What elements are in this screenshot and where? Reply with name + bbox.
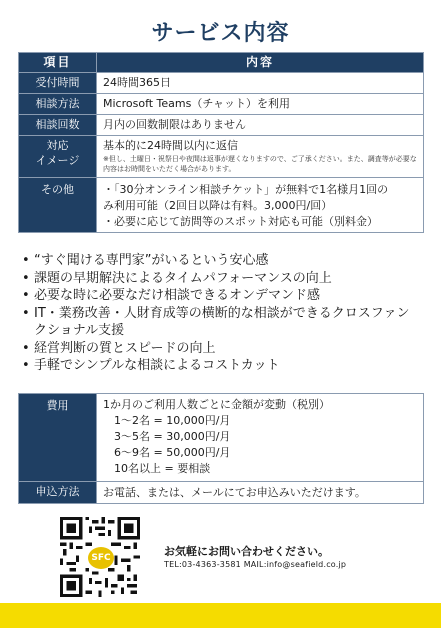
list-item: • 必要な時に必要なだけ相談できるオンデマンド感 (22, 288, 321, 303)
bullet-icon: • (22, 305, 30, 321)
row-label-count: 相談回数 (19, 115, 97, 136)
bullet-icon: • (22, 340, 30, 356)
row-value-count: 月内の回数制限はありません (97, 115, 424, 136)
row-value-hours: 24時間365日 (97, 73, 424, 94)
table-row (19, 136, 424, 178)
row-label-hours: 受付時間 (19, 73, 97, 94)
page-title: サービス内容 (151, 21, 290, 46)
table-row (19, 394, 424, 482)
benefit-list (22, 252, 422, 375)
bullet-icon: • (22, 288, 30, 303)
service-table (18, 52, 424, 233)
contact-details[interactable]: TEL:03-4363-3581 MAIL:info@seafield.co.jp (164, 560, 347, 569)
table-row (19, 482, 424, 504)
row-value-fee: 1か月のご利用人数ごとに金額が変動（税別） 1～2名 = 10,000円/月 3～5名 = 30,000円/月 6～9名 = 50,000円/月 10名以上 = 要相談 (97, 394, 424, 482)
list-item: • IT・業務改善・人財育成等の横断的な相談ができるクロスファンクショナル支援 (22, 305, 410, 338)
bullet-icon: • (22, 358, 30, 373)
row-label-method: 相談方法 (19, 94, 97, 115)
table-row (19, 73, 424, 94)
header-content: 内容 (97, 53, 424, 73)
row-value-apply: お電話、または、メールにてお申込みいただけます。 (97, 482, 424, 504)
list-item: • 手軽でシンプルな相談によるコストカット (22, 358, 280, 373)
row-label-response: 対応 イメージ (19, 136, 97, 178)
header-item: 項目 (19, 53, 97, 73)
response-note: ※但し、土曜日・祝祭日や夜間は返事が遅くなりますので、ご了承ください。また、調査等が必要な内容はお時間をいただく場合があります。 (103, 155, 417, 173)
contact-message: お気軽にお問い合わせください。 (164, 545, 329, 558)
list-item: • 経営判断の質とスピードの向上 (22, 340, 216, 356)
list-item: • “すぐ聞ける専門家”がいるという安心感 (22, 253, 269, 268)
row-value-response: 基本的に24時間以内に返信 ※但し、土曜日・祝祭日や夜間は返事が遅くなりますので、ご了承ください。また、調査等が必要な内容はお時間をいただく場合があります。 (97, 136, 424, 178)
bullet-icon: • (22, 253, 30, 268)
table-row (19, 94, 424, 115)
list-item: • 課題の早期解決によるタイムパフォーマンスの向上 (22, 270, 332, 286)
qr-badge-logo: SFC (88, 547, 114, 569)
row-value-method: Microsoft Teams（チャット）を利用 (97, 94, 424, 115)
table-row (19, 115, 424, 136)
pricing-table (18, 393, 424, 504)
row-label-other: その他 (19, 178, 97, 233)
table-row (19, 178, 424, 233)
bullet-icon: • (22, 270, 30, 286)
row-label-apply: 申込方法 (19, 482, 97, 504)
row-value-other: ・「30分オンライン相談チケット」が無料で1名様月1回の み利用可能（2回目以降は有料。3,000円/回） ・必要に応じて訪問等のスポット対応も可能（別料金） (97, 178, 424, 233)
row-label-fee: 費用 (19, 394, 97, 482)
bottom-accent-bar (0, 603, 441, 628)
table-header-row (19, 53, 424, 73)
